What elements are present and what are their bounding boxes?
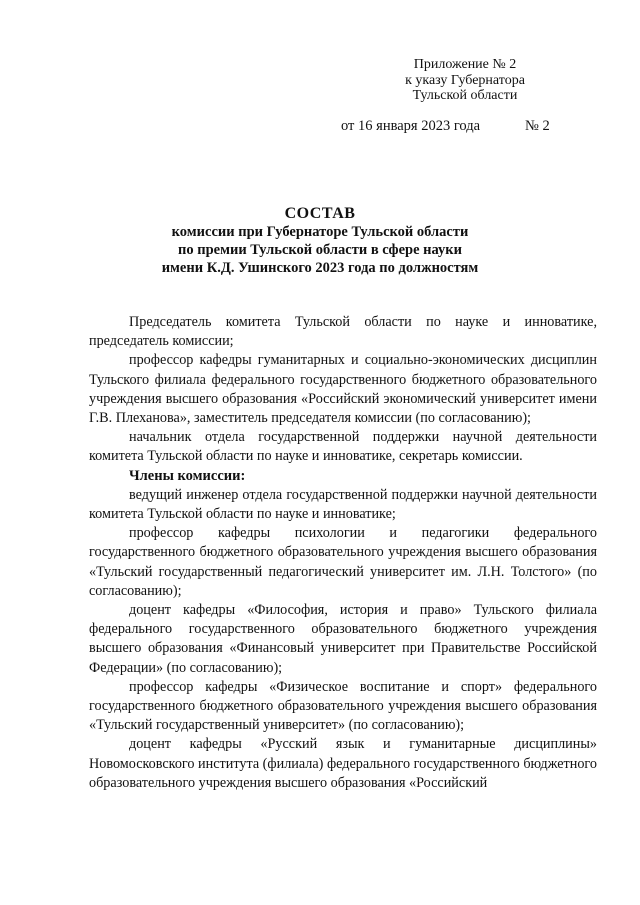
member-paragraph: ведущий инженер отдела государственной поддержки научной деятельности комитета Тульской области по науке и инноватике; — [89, 486, 597, 523]
decree-line — [341, 118, 550, 135]
member-paragraph: профессор кафедры психологии и педагогики федерального государственного бюджетного образовательного учреждения высшего образования «Тульский государственный педагогический университет им. Л.Н. Толстого» (по согласованию); — [89, 525, 597, 599]
decree-date: от 16 января 2023 года — [341, 118, 481, 134]
title-line-2: по премии Тульской области в сфере науки — [178, 242, 462, 258]
members-title: Члены комиссии: — [129, 467, 246, 484]
annex-header — [385, 57, 545, 104]
annex-line-1: Приложение № 2 — [413, 57, 517, 72]
member-paragraph: доцент кафедры «Философия, история и право» Тульского филиала федерального государственного образовательного бюджетного учреждения высшего образования «Финансовый университет при Правительстве Российской Федерации» (по согласованию); — [89, 602, 597, 676]
decree-number: № 2 — [525, 118, 550, 134]
leadership-paragraph: профессор кафедры гуманитарных и социально-экономических дисциплин Тульского филиала федерального государственного бюджетного образовательного учреждения высшего образования «Российский экономический университет имени Г.В. Плеханова», заместитель председателя комиссии (по согласованию); — [89, 352, 597, 427]
annex-line-3: Тульской области — [412, 88, 518, 103]
title-heading: СОСТАВ — [284, 205, 356, 222]
member-paragraph: доцент кафедры «Русский язык и гуманитарные дисциплины» Новомосковского института (филиала) федерального государственного бюджетного образовательного учреждения высшего образования «Российский — [89, 736, 597, 791]
title-line-3: имени К.Д. Ушинского 2023 года по должностям — [161, 260, 479, 276]
leadership-paragraph: Председатель комитета Тульской области по науке и инноватике, председатель комиссии; — [89, 314, 597, 350]
member-paragraph: профессор кафедры «Физическое воспитание и спорт» федерального государственного бюджетного образовательного учреждения высшего образования «Тульский государственный университет» (по согласованию); — [89, 678, 597, 734]
leadership-paragraph: начальник отдела государственной поддержки научной деятельности комитета Тульской области по науке и инноватике, секретарь комиссии. — [89, 429, 597, 465]
annex-line-2: к указу Губернатора — [405, 72, 525, 88]
title-line-1: комиссии при Губернаторе Тульской области — [171, 224, 469, 240]
document-title — [60, 205, 580, 277]
document-body — [89, 313, 597, 793]
